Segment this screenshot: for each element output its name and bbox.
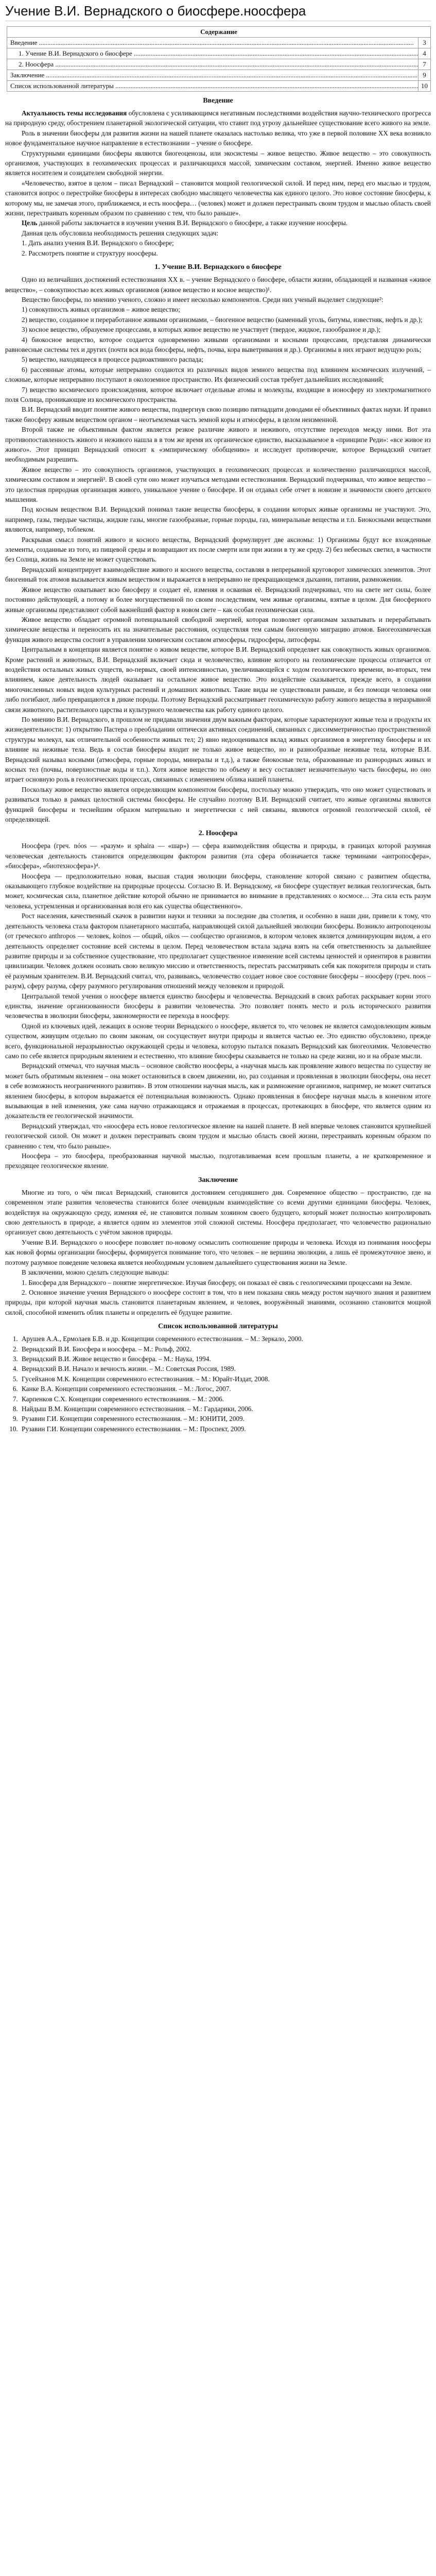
intro-paragraph: Структурными единицами биосферы являются биогеоценозы, или экосистемы – живое вещество. Живое вещество – это совокупность организмов, участвующих в геохимических процессах и различающихся массой, химическим составом, энергией. Именно живое вещество является носителем и созидателем свободной энергии. — [5, 149, 431, 177]
toc-row[interactable] — [7, 81, 431, 92]
goal-lead-bold: Цель — [22, 219, 38, 227]
conclusion-body — [5, 1188, 431, 1317]
chapter1-paragraph: Одно из величайших достижений естествознания XX в. – учение Вернадского о биосфере, области жизни, обладающей и названная «живое вещество», – совокупностью всех живых организмов (живое вещество и косное вещество)¹. — [5, 276, 431, 294]
toc-page-number: 7 — [418, 59, 431, 70]
reference-item: 7. Карпенков С.Х. Концепции современного естествознания. – М.: 2006. — [20, 1394, 431, 1404]
reference-item: 3. Вернадский В.И. Живое вещество и биосфера. – М.: Наука, 1994. — [20, 1354, 431, 1364]
chapter1-paragraph: Вещество биосферы, по мнению ученого, сложно и имеет несколько компонентов. Среди них ученый выделяет следующие²: — [22, 295, 383, 303]
chapter1-paragraph: По мнению В.И. Вернадского, в прошлом не придавали значения двум важным факторам, которые характеризуют живые тела и продукты их жизнедеятельности: 1) открытию Пастера о преобладании оптически активных соединений, связанных с диссимметричностью пространственной структуры молекул, как отличительной особенности живых тел; 2) явно недооценивался вклад живых организмов в энергетику биосферы и их влияние на неживые тела. Ведь в состав биосферы входит не только живое вещество, но и разнообразные неживые тела, которые В.И. Вернадский называл косными (атмосфера, горные породы, минералы и т.д.), а также биокосные тела, образованные из разнородных живых и косных тел (почвы, поверхностные воды и т.п.). Хотя живое вещество по объему и весу составляет незначительную часть биосферы, но оно играет основную роль в геологических процессах, связанных с изменением облика нашей планеты. — [5, 715, 431, 784]
chapter1-paragraph: Под косным веществом В.И. Вернадский понимал такие вещества биосферы, в создании которых живые организмы не участвуют. Это, например, газы, твердые частицы, жидкие газы, многие газообразные, горные породы, газ, минеральные вещества и т.п. Биокосными веществами являются, например, тоблеком. — [5, 505, 431, 534]
chapter2-paragraph: Одной из ключевых идей, лежащих в основе теории Вернадского о ноосфере, является то, что человек не является самодовлеющим живым существом, живущим отдельно по своим законам, он сосуществует внутри природы и является частью ее. Это единство обусловлено, прежде всего, функциональной неразрывностью окружающей среды и человека, которую пытался показать Вернадский как биогеохимик. Человечество само по себе является природным явлением и естественно, что влияние биосферы сказывается не только на среде жизни, но и на образе мысли. — [5, 1022, 431, 1060]
chapter1-paragraph: Живое вещество – это совокупность организмов, участвующих в геохимических процессах и количественно различающихся массой, химическим составом и энергией³. В своей сути оно может изучаться методами естествознания. Вернадский подчеркивал, что живое вещество – это целостная природная организация живого, уникальное учение о биосфере. И он отдавал себе отчет в новизне и значимости своего детского мышления. — [5, 465, 431, 504]
references-heading: Список использованной литературы — [158, 1323, 278, 1331]
chapter1-paragraph: Вернадский концентрирует взаимодействие живого и косного вещества, составляя в непрерывной круговорот химических элементов. Этот биогенный ток атомов вызывается живым веществом и выражается в непрерывно не прекращающемся дыхании, питании, размножении. — [5, 565, 431, 584]
references-list — [5, 1334, 431, 1434]
toc-row[interactable] — [7, 38, 431, 48]
chapter2-paragraph: Рост населения, качественный скачок в развитии науки и техники за последние два столетия, и особенно в наши дни, привели к тому, что деятельность человека стала фактором планетарного масштаба, направляющей силой дальнейшей эволюции биосферы. Возникло антропоценозы (от греческого anthropos — человек, koinos — общий, oikos — сообщество организмов, в котором человек является доминирующим видом, а его деятельность определяет состояние всей системы в целом. Перед человечеством встала задача взять на себя ответственность за дальнейшее развитие природы и за собственное существование, что предполагает существенное изменение всей системы ценностей и ориентиров в развитии цивилизации. Человек должен осознать свою великую миссию и ответственность, перестать рассматривать себя как покорителя природы и стать её разумным хранителем. В.И. Вернадский считал, что, развиваясь, человечество создает новое свое состояние биосферы – ноосферу (греч. noos – разум), сферу разума, сферу разумного регулирования отношений между человеком и природой. — [5, 912, 431, 990]
reference-item: 8. Найдыш В.М. Концепции современного естествознания. – М.: Гардарики, 2006. — [20, 1404, 431, 1414]
chapter2-body — [5, 841, 431, 1171]
intro-heading: Введение — [203, 97, 233, 105]
chapter1-paragraph: Живое вещество обладает огромной потенциальной свободной энергией, которая позволяет организмам захватывать и перерабатывать химические вещества и переносить их на значительные расстояния, осуществляя тем самым биогенную миграцию атомов. Биогеохимическая функция живого вещества состоит в управлении химическим составом атмосферы, гидросферы, литосферы. — [5, 615, 431, 643]
chapter1-paragraph: 2) вещество, созданное и переработанное живыми организмами, – биогенное вещество (каменный уголь, битумы, известняк, нефть и др.); — [22, 315, 423, 324]
conclusion-paragraph: Многие из того, о чём писал Вернадский, становится достоянием сегодняшнего дня. Современное общество – пространство, где на современном этапе развития человечества становится более очевидным взаимодействие со всеми другими единицами биосферы. Человек, воздействуя на окружающую среду, изменяя её, не становится полным хозяином своего будущего, который может полностью контролировать свою деятельность в природе, а является одним из элементов этой сложной системы. Ноосфера предполагает, что человечество рационально организует свою деятельность с учётом законов природы. — [5, 1188, 431, 1236]
intro-paragraph: Роль в значении биосферы для развития жизни на нашей планете оказалась настолько велика, что уже в первой половине XX века возникло новое фундаментальное научное направление в естествознании – учение о биосфере. — [5, 129, 431, 147]
chapter1-heading: 1. Учение В.И. Вернадского о биосфере — [154, 263, 282, 272]
conclusion-heading: Заключение — [198, 1176, 238, 1184]
toc-entry-label: Заключение — [10, 71, 45, 79]
toc-row[interactable] — [7, 48, 431, 59]
toc-page-number: 3 — [418, 38, 431, 48]
conclusion-paragraph: Учение В.И. Вернадского о ноосфере позволяет по-новому осмыслить соотношение природы и человека. Исходя из понимания ноосферы как новой формы организации биосферы, формируется понимание того, что человек – не вершина эволюции, а лишь её промежуточное звено, и поэтому разумное поведение человека является необходимым условием дальнейшего существования жизни на Земле. — [5, 1238, 431, 1266]
chapter1-paragraph: В.И. Вернадский вводит понятие живого вещества, подвергнув свою позицию пятнадцати доводами её объективных фактах науки. И правил также биосферу живым веществом органом – неотъемлемая часть земной коры и атмосферы, в целом неизменной. — [5, 405, 431, 423]
chapter1-paragraph: Живое вещество охватывает всю биосферу и создает её, изменяя и осваивая её. Вернадский подчеркивал, что на свете нет силы, более постоянно действующей, а потому и более могущественной по своим последствиям, чем живые организмы, взятые в целом. Для биосферного живые организмы представляют собой важнейший фактор в новом свете – как особая геохимическая сила. — [5, 585, 431, 614]
intro-paragraph: Данная цель обусловила необходимость решения следующих задач: — [22, 229, 219, 237]
chapter1-paragraph: 3) косное вещество, образуемое процессами, в которых живое вещество не участвует (твердое, жидкое, газообразное и др.); — [22, 326, 381, 334]
toc-dots — [44, 71, 418, 79]
table-of-contents — [7, 26, 431, 92]
conclusion-paragraph: В заключении, можно сделать следующие выводы: — [22, 1268, 169, 1277]
toc-page-number: 10 — [418, 81, 431, 92]
chapter1-paragraph: Раскрывая смысл понятий живого и косного вещества, Вернадский формулирует две аксиомы: 1) Организмы будут все вхожденные элементы, созданные из того, из пищевой среды и возвращают их после смерти или при жизни в ту же среду. 2) без небесных светил, в частности без Солнца, жизнь на Земле не может существовать. — [5, 535, 431, 564]
toc-header: Содержание — [7, 27, 431, 38]
intro-paragraph: «Человечество, взятое в целом – писал Вернадский – становится мощной геологической силой. И перед ним, перед его мыслью и трудом, становится вопрос о перестройке биосферы в интересах свободно мыслящего человечества как единого целого. Это новое состояние биосферы, к которому мы, не замечая этого, приближаемся, и есть ноосфера… (человек) может и должен перестраивать своим трудом и мыслью область своей жизни, перестраивать коренным образом по сравнению с тем, что было раньше». — [5, 179, 431, 217]
toc-entry-label: 2. Ноосфера — [19, 60, 54, 68]
toc-dots — [132, 49, 418, 57]
reference-item: 6. Канке В.А. Концепции современного естествознания. – М.: Логос, 2007. — [20, 1384, 431, 1394]
reference-item: 4. Вернадский В.И. Начало и вечность жизни. – М.: Советская Россия, 1989. — [20, 1364, 431, 1374]
toc-entry-label: 1. Учение В.И. Вернадского о биосфере — [19, 49, 132, 57]
task-item: 2. Рассмотреть понятие и структуру ноосферы. — [22, 249, 158, 257]
chapter2-paragraph: Вернадский утверждал, что «ноосфера есть новое геологическое явление на нашей планете. В ней впервые человек становится крупнейшей геологической силой. Он может и должен перестраивать своим трудом и мыслью область своей жизни, перестраивать коренным образом по сравнению с тем, что было раньше». — [5, 1122, 431, 1150]
document-title: Учение В.И. Вернадского о биосфере.ноосфера — [5, 0, 431, 21]
toc-entry-label: Введение — [10, 39, 38, 46]
chapter2-heading: 2. Ноосфера — [198, 829, 238, 838]
chapter1-body — [5, 275, 431, 824]
reference-item: 9. Рузавин Г.И. Концепции современного естествознания. – М.: ЮНИТИ, 2009. — [20, 1414, 431, 1423]
toc-page-number: 9 — [418, 70, 431, 81]
chapter1-paragraph: 6) рассеянные атомы, которые непрерывно создаются из различных видов земного вещества под влиянием космических излучений, – сложные, которые непрерывно поступают в околоземное пространство. Их физический состав требует дальнейших исследований; — [5, 365, 431, 384]
chapter1-paragraph: 4) биокосное вещество, которое создается одновременно живыми организмами и косными процессами, представляя динамически равновесные системы тех и других (почти вся вода биосферы, нефть, почва, кора выветривания и др.). Организмы в них играют ведущую роль; — [5, 335, 431, 353]
chapter2-paragraph: Ноосфера – это биосфера, преобразованная научной мыслью, подготавливаемая всем прошлым планеты, а не кратковременное и преходящее геологическое явление. — [5, 1152, 431, 1170]
document-page — [5, 0, 431, 1434]
chapter1-paragraph: Поскольку живое вещество является определяющим компонентом биосферы, постольку можно утверждать, что оно может существовать и развиваться только в рамках целостной системы биосферы. Не случайно поэтому В.И. Вернадский считает, что живые организмы являются функцией биосферы и теснейшим образом материально и энергетически с ней связаны, являются огромной геологической силой, её определяющей. — [5, 785, 431, 824]
chapter2-paragraph: Вернадский отмечал, что научная мысль – основное свойство ноосферы, а «научная мысль как проявление живого вещества по существу не может быть обратимым явлением – она может остановиться в своем движении, но, раз созданная и проявленная в эволюции биосферы, она несет в себе возможность неограниченного развития». В этом отношении научная мысль, как и размножение организмов, например, не может считаться явлением биосферы, в котором выражается её потенциальная возможность. Однако проявленная в биосфере научная мысль в конечном итоге вызывающая в ней изменения, уже сама научно отражающаяся и отражаемая в процессах, протекающих в биосфере, что является одним из доказательств ее геологической значимости. — [5, 1062, 431, 1120]
chapter1-paragraph: Центральным в концепции является понятие о живом веществе, которое В.И. Вернадский определяет как совокупность живых организмов. Кроме растений и животных, В.И. Вернадский включает сюда и человечество, влияние которого на геохимические процессы отличается от воздействия остальных живых существ, во-первых, своей интенсивностью, увеличивающейся с ходом геологического времени, во-вторых, тем влиянием, какое деятельность людей оказывает на остальное живое вещество. Это воздействие сказывается, прежде всего, в создании многочисленных новых видов культурных растений и домашних животных. Такие виды не существовали раньше, и без помощи человека они либо погибают, либо превращаются в дикие породы. Поэтому Вернадский рассматривает геохимическую работу живого вещества в неразрывной связи животного, растительного царства и культурного человечества как работу единого целого. — [5, 646, 431, 714]
intro-paragraph — [5, 218, 431, 228]
task-item: 1. Дать анализ учения В.И. Вернадского о биосфере; — [22, 239, 174, 247]
conclusion-paragraph: 2. Основное значение учения Вернадского о ноосфере состоит в том, что в нем показана связь между ростом научного знания и развитием природы, при которой научная мысль становится планетарным явлением, и человек, вооружённый знаниями, осознанно становится мощной силой, способной изменить облик планеты и определить её будущее развитие. — [5, 1288, 431, 1316]
chapter2-paragraph: Ноосфера — предположительно новая, высшая стадия эволюции биосферы, становление которой связано с развитием общества, оказывающего глубокое воздействие на природные процессы. Согласно В. И. Вернадскому, «в биосфере существует великая геологическая, быть может, космическая сила, планетное действие которой обычно не принимается во внимание в представлениях о космосе… Эта сила есть разум человека, устремленная и организованная воля его как существа общественного». — [5, 872, 431, 910]
toc-dots — [37, 39, 413, 46]
intro-text: данной работы заключается в изучении учения В.И. Вернадского о биосфере, а также изучение ноосферы. — [37, 219, 348, 227]
toc-dots — [54, 60, 418, 68]
chapter2-paragraph: Ноосфера (греч. nóos — «разум» и sphaira — «шар») — сфера взаимодействия общества и природы, в границах которой разумная человеческая деятельность становится определяющим фактором развития (эта сфера обозначается также терминами «антропосфера», «биосфера», «биотехносфера»)⁴. — [5, 842, 431, 870]
toc-entry-label: Список использованной литературы — [10, 82, 114, 90]
toc-dots — [114, 82, 418, 90]
reference-item: 10. Рузавин Г.И. Концепции современного естествознания. – М.: Проспект, 2009. — [20, 1424, 431, 1434]
toc-page-number: 4 — [418, 48, 431, 59]
chapter2-paragraph: Центральной темой учения о ноосфере является единство биосферы и человечества. Вернадский в своих работах раскрывает корни этого единства, значение организованности биосферы в развитии человечества. Это позволяет понять место и роль исторического развития человечества в эволюции биосферы, закономерности ее перехода в ноосферу. — [5, 992, 431, 1020]
toc-row[interactable] — [7, 59, 431, 70]
chapter1-paragraph: 5) вещество, находящееся в процессе радиоактивного распада; — [22, 355, 203, 364]
intro-lead-bold: Актуальность темы исследования — [22, 109, 127, 117]
reference-item: 1. Арушев А.А., Ермолаев Б.В. и др. Концепции современного естествознания. – М.: Зеркало, 2000. — [20, 1334, 431, 1344]
intro-text: обусловлена с усиливающимся негативным последствиями воздействия научно-технического прогресса на природную среду, обострением планетарной экологической ситуации, что ставит под угрозу дальнейшее существование всего живого на земле. — [5, 109, 431, 127]
intro-paragraph — [5, 108, 431, 128]
toc-row[interactable] — [7, 70, 431, 81]
reference-item: 2. Вернадский В.И. Биосфера и ноосфера. – М.: Рольф, 2002. — [20, 1344, 431, 1354]
chapter1-paragraph: 7) вещество космического происхождения, которое включает отдельные атомы и молекулы, входящие в ионосферу из электромагнитного поля Солнца, проникающие из космического пространства. — [5, 385, 431, 403]
conclusion-paragraph: 1. Биосфера для Вернадского – понятие энергетическое. Изучая биосферу, он показал её связь с геологическими процессами на Земле. — [22, 1278, 412, 1286]
reference-item: 5. Гусейханов М.К. Концепции современного естествознания. – М.: Юрайт-Издат, 2008. — [20, 1374, 431, 1384]
chapter1-paragraph: Второй также не объективным фактом является резкое различие живого и неживого, отсутствие переходов между ними. Вот эта противопоставленность живого и неживого нашла в в том же время их органическое единство, высказываемое в «принципе Реди»: «все живое из живого». Этот принцип Вернадский относит к «эмпирическому обобщению» и исследует противоречие, которое Вернадский считает необходимым разрешить. — [5, 426, 431, 464]
chapter1-paragraph: 1) совокупность живых организмов – живое вещество; — [22, 306, 180, 314]
